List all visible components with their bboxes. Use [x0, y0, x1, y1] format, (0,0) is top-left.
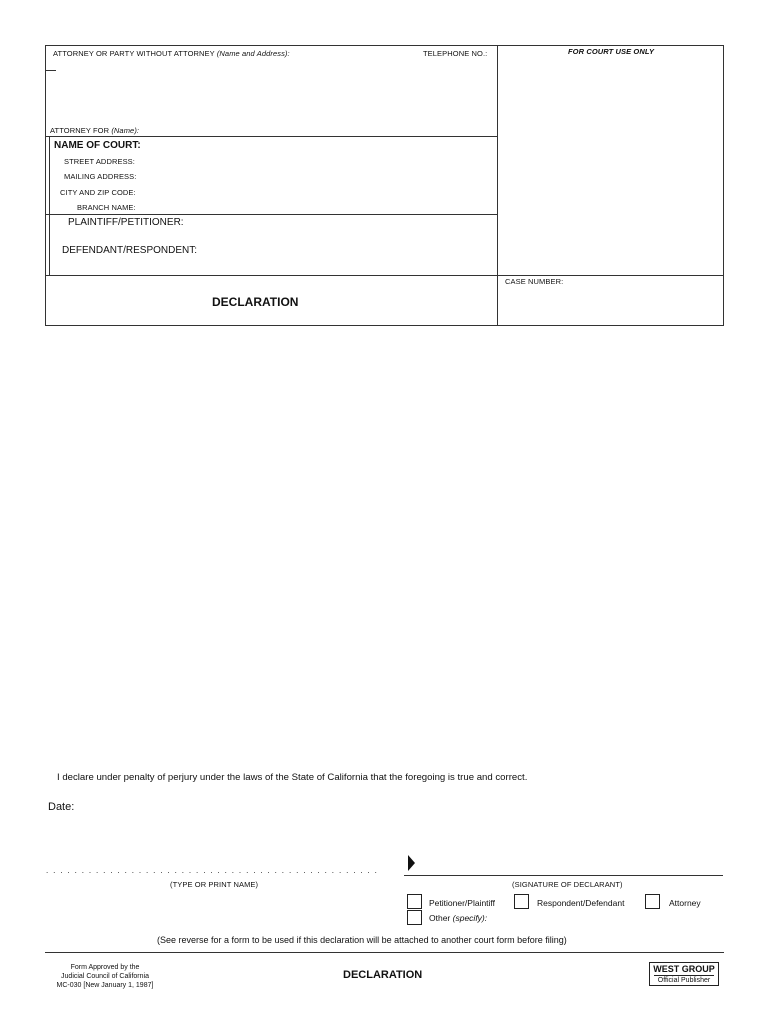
attorney-for-label: [50, 126, 139, 135]
checkbox-attorney[interactable]: [645, 894, 660, 909]
footer-rule: [45, 952, 724, 953]
checkbox-other-text: Other: [429, 913, 451, 923]
publisher-name: WEST GROUP: [653, 964, 715, 974]
telephone-label: TELEPHONE NO.:: [423, 49, 488, 58]
branch-label: BRANCH NAME:: [77, 203, 136, 212]
attorney-dash: [46, 70, 56, 71]
approved-line2: Judicial Council of California: [61, 973, 149, 980]
reverse-note: (See reverse for a form to be used if this declaration will be attached to another court form before filing): [157, 935, 567, 945]
case-number-label: CASE NUMBER:: [505, 277, 564, 286]
party-left-rule: [49, 214, 50, 275]
checkbox-other[interactable]: [407, 910, 422, 925]
checkbox-petitioner-label: Petitioner/Plaintiff: [429, 898, 495, 908]
mailing-label: MAILING ADDRESS:: [64, 172, 137, 181]
approved-line3: MC-030 [New January 1, 1987]: [56, 982, 154, 989]
approved-line1: Form Approved by the: [70, 964, 140, 971]
city-label: CITY AND ZIP CODE:: [60, 188, 136, 197]
defendant-label: DEFENDANT/RESPONDENT:: [62, 245, 198, 256]
attorney-for-text: ATTORNEY FOR: [50, 126, 110, 135]
signature-line: [404, 875, 723, 876]
checkbox-petitioner[interactable]: [407, 894, 422, 909]
form-approved: [50, 963, 160, 990]
signature-label: (SIGNATURE OF DECLARANT): [512, 880, 623, 889]
attorney-label-text: ATTORNEY OR PARTY WITHOUT ATTORNEY: [53, 49, 215, 58]
signature-arrow-icon: [408, 855, 415, 871]
checkbox-respondent-label: Respondent/Defendant: [537, 898, 625, 908]
caption-box: [45, 45, 724, 326]
checkbox-other-label: [429, 913, 487, 923]
print-name-dots: . . . . . . . . . . . . . . . . . . . . . . . . . . . . . . . . . . . . . . . . . . . . . . .: [46, 866, 379, 875]
attorney-label: [53, 49, 290, 58]
checkbox-other-italic: (specify):: [452, 913, 488, 923]
date-label: Date:: [48, 801, 75, 813]
divider-title: [45, 275, 724, 276]
divider-court: [45, 214, 497, 215]
street-label: STREET ADDRESS:: [64, 157, 135, 166]
plaintiff-label: PLAINTIFF/PETITIONER:: [68, 217, 184, 228]
perjury-statement: I declare under penalty of perjury under the laws of the State of California that the foregoing is true and correct.: [57, 772, 528, 783]
court-use-label: FOR COURT USE ONLY: [568, 47, 655, 56]
footer-title: DECLARATION: [343, 969, 423, 981]
attorney-label-italic: (Name and Address):: [216, 49, 290, 58]
divider-attorney: [45, 136, 497, 137]
publisher-sub: Official Publisher: [654, 975, 714, 985]
type-print-label: (TYPE OR PRINT NAME): [170, 880, 259, 889]
checkbox-attorney-label: Attorney: [669, 898, 701, 908]
publisher-logo: [649, 962, 719, 986]
checkbox-respondent[interactable]: [514, 894, 529, 909]
court-name-left-rule: [49, 136, 50, 214]
attorney-for-italic: (Name):: [111, 126, 140, 135]
court-name-label: NAME OF COURT:: [54, 140, 141, 151]
caption-divider: [497, 45, 498, 326]
declaration-title: DECLARATION: [212, 295, 299, 309]
